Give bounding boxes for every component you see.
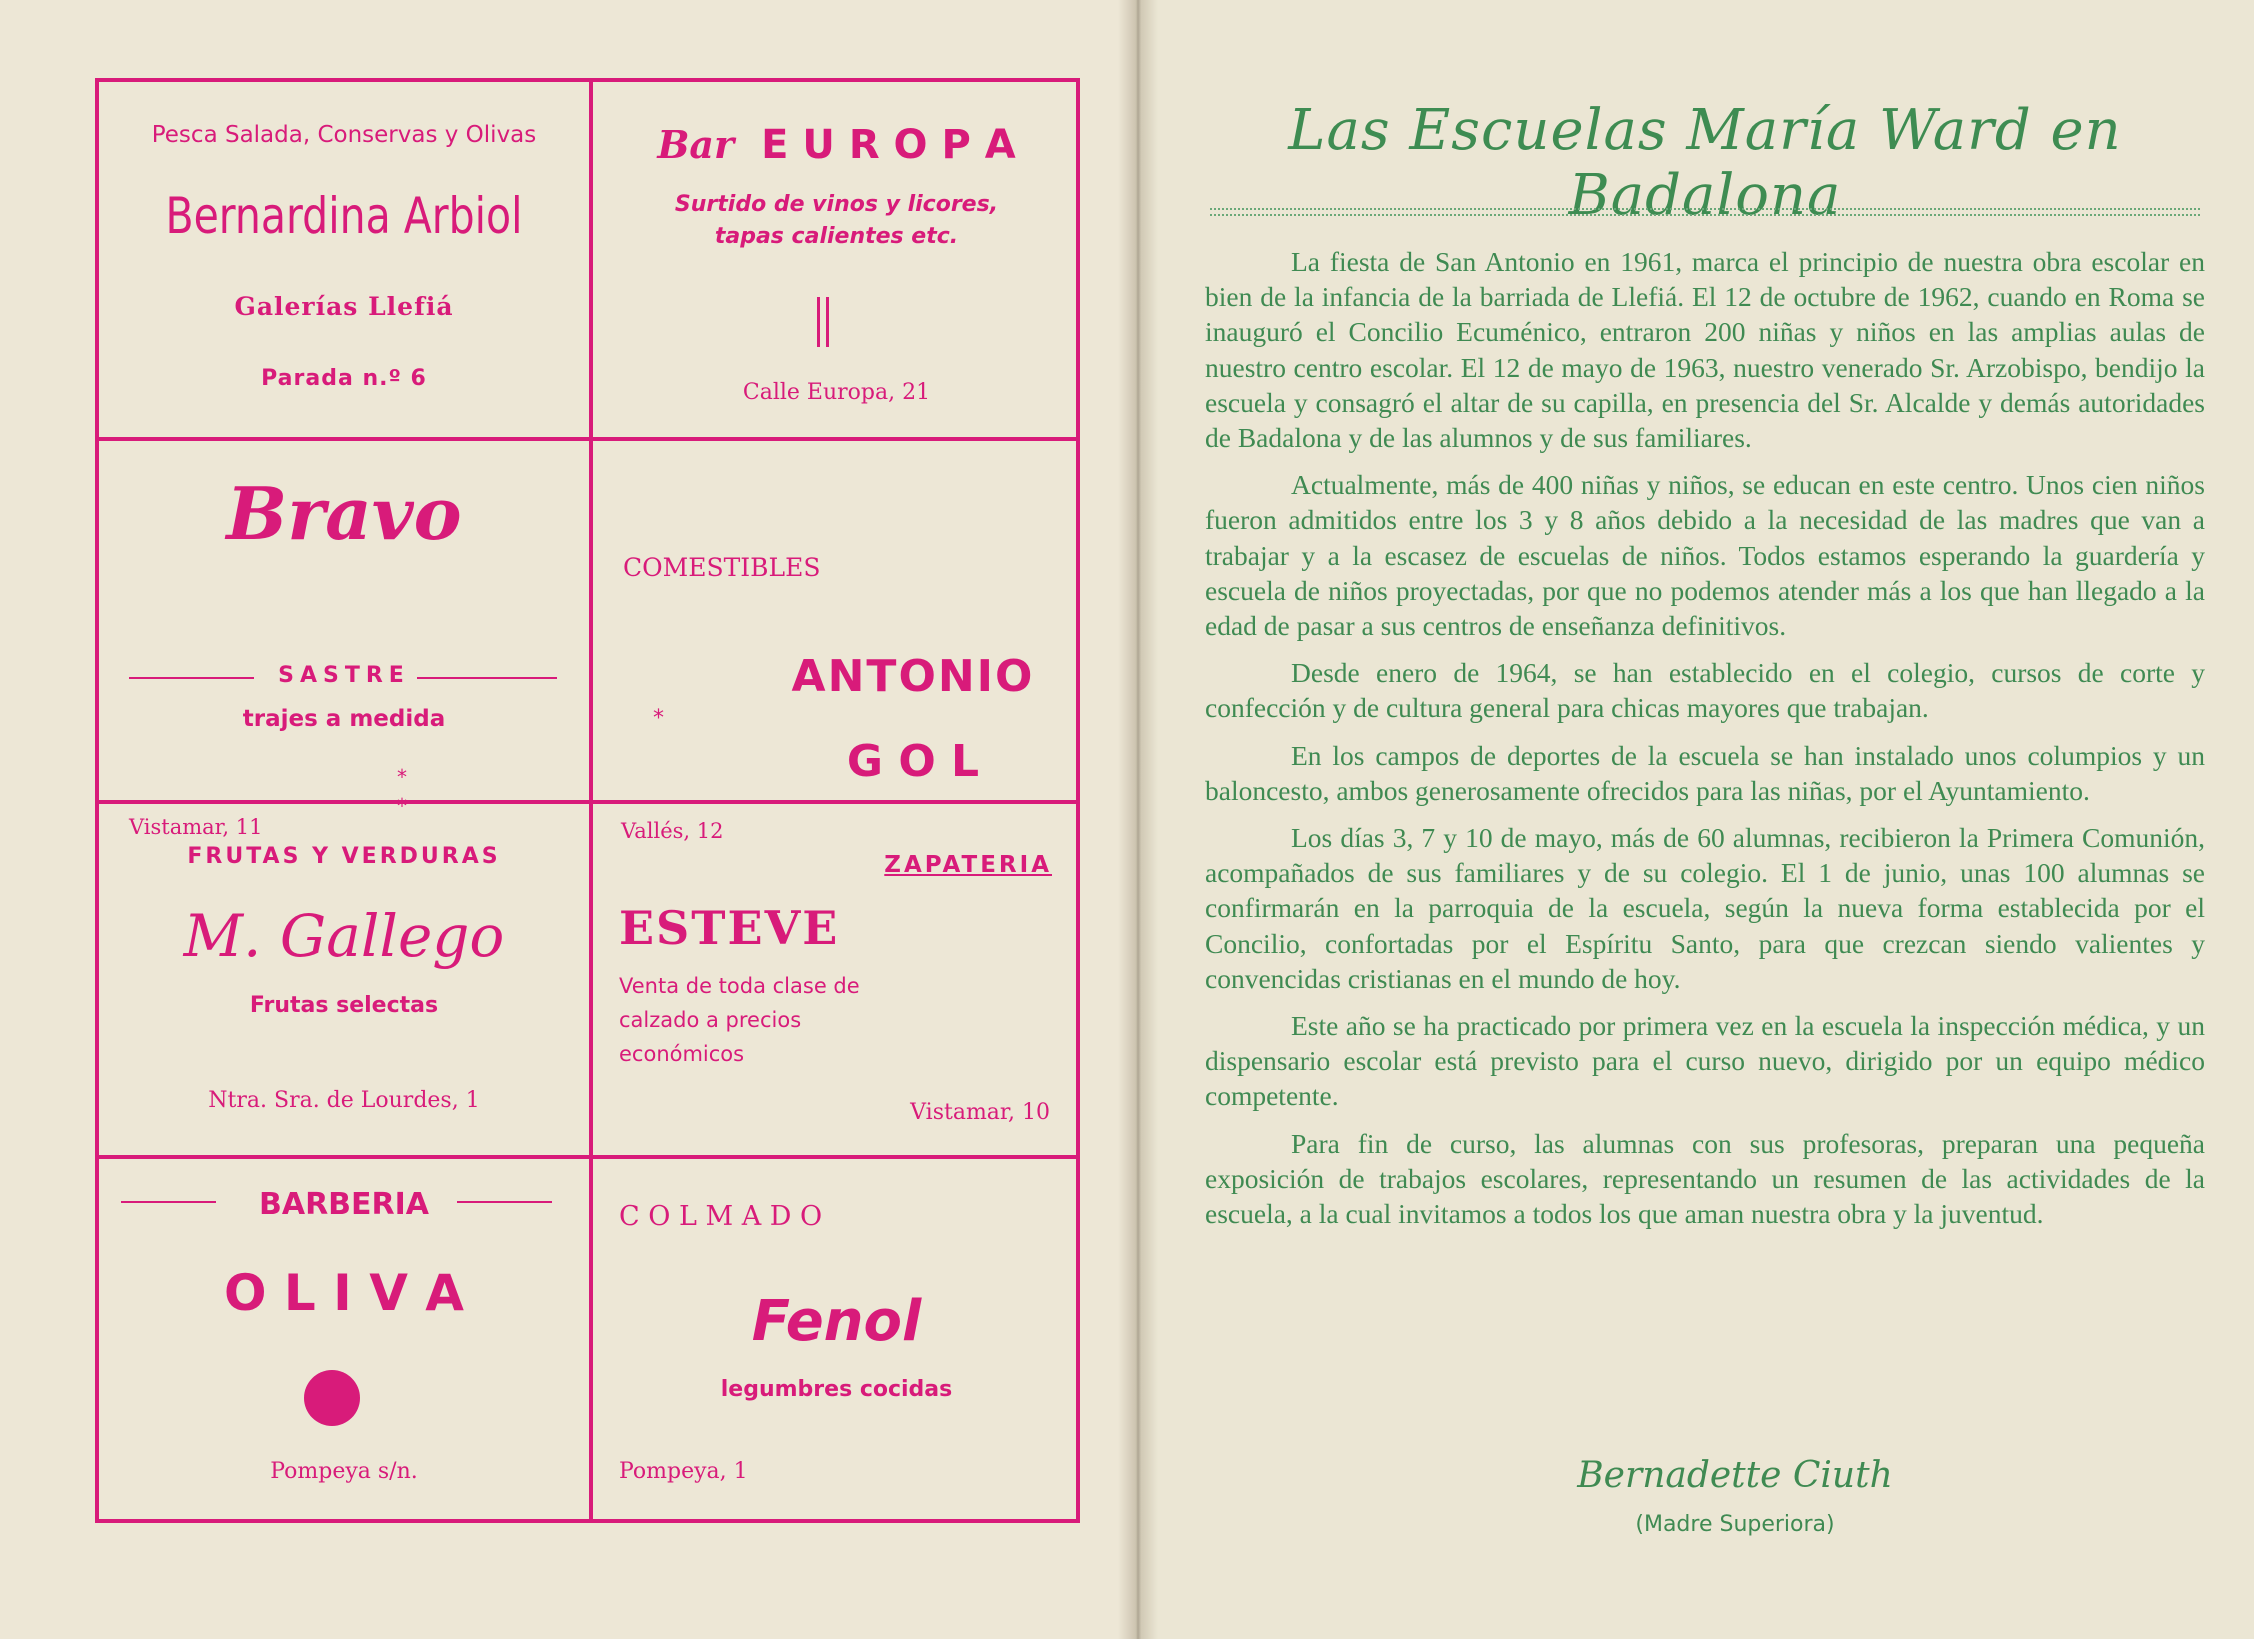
ad-business-name: ANTONIO [791,651,1035,702]
ad-address: Vistamar, 10 [910,1100,1050,1125]
ad-address: Parada n.º 6 [261,366,427,391]
paragraph: Para fin de curso, las alumnas con sus profesoras, preparan una pequeña exposición de trabajos escolares, representando un resumen de las actividades de la escuela, a la cual invitamos a todos los que aman nuestra obra y la juventud. [1205,1127,2205,1230]
ad-header: FRUTAS Y VERDURAS [187,844,501,869]
ad-tagline: Surtido de vinos y licores, [674,192,999,217]
ad-business-name: Bernardina Arbiol [165,187,523,245]
ad-header: ZAPATERIA [884,852,1052,878]
ad-header: C O L M A D O [619,1201,823,1232]
ad-business-name: G O L [846,736,980,787]
ad-tagline: económicos [619,1042,745,1066]
ad-tagline: tapas calientes etc. [714,224,959,249]
title-rule [1210,214,2200,216]
star-ornament-icon: * [653,706,664,731]
paragraph: Desde enero de 1964, se han establecido en el colegio, cursos de corte y confección y de cultura general para chicas mayores que trabajan. [1205,657,2205,724]
ad-address: Vallés, 12 [621,819,724,843]
ad-title-row [593,122,1080,168]
ad-prefix: Bar [657,122,735,167]
paragraph: La fiesta de San Antonio en 1961, marca el principio de nuestra obra escolar en bien de la infancia de la barriada de Llefiá. El 12 de octubre de 1962, cuando en Roma se inauguró el Concilio Ecuménico, entraron 200 niñas y niños en las amplias aulas de nuestro centro escolar. El 12 de mayo de 1963, nuestro venerado Sr. Arzobispo, bendijo la escuela y consagró el altar de su capilla, en presencia del Sr. Alcalde y demás autoridades de Badalona y de las alumnos y de sus familiares. [1205,246,2205,454]
book-gutter-shadow [1118,0,1158,1639]
ad-address: Pompeya s/n. [270,1459,418,1484]
signature-role: (Madre Superiora) [1635,1512,1835,1537]
ad-header: COMESTIBLES [623,553,821,582]
ad-business-name: Bravo [226,471,462,556]
ad-location: Galerías Llefiá [234,292,454,321]
paragraph: Actualmente, más de 400 niñas y niños, se educan en este centro. Unos cien niños fueron admitidos entre los 3 y 8 años debido a la necesidad de las madres que van a trabajar y a la escasez de escuelas de niños. Todos estamos esperando la guardería y escuela de niños proyectadas, por que no podemos atender más a los que han llegado a la edad de pasar a sus centros de enseñanza definitivos. [1205,469,2205,642]
ad-address: Calle Europa, 21 [742,380,931,405]
ad-trade: SASTRE [278,663,410,688]
ad-antonio-gol [593,441,1080,843]
ad-bernardina-arbiol [99,82,589,437]
paragraph: Este año se ha practicado por primera vez en la escuela la inspección médica, y un dispensario escolar está previsto para el curso nuevo, dirigido por un equipo médico competente. [1205,1010,2205,1112]
right-page [1135,0,2254,1639]
star-ornament-icon: * [397,794,407,818]
ad-m-gallego [99,804,589,1155]
ad-fenol-colmado [593,1159,1080,1523]
ad-barberia-oliva [99,1159,589,1523]
divider-line [417,677,557,679]
ad-business-name: M. Gallego [183,902,505,970]
ad-business-name: ESTEVE [619,901,840,955]
dot-ornament-icon [304,1370,360,1426]
signature: Bernadette Ciuth [1577,1455,1893,1496]
ad-header: Pesca Salada, Conservas y Olivas [151,122,537,148]
paragraph: Los días 3, 7 y 10 de mayo, más de 60 alumnas, recibieron la Primera Comunión, acompañados de sus familiares y de su colegio. El 1 de junio, unas 100 alumnas se confirmarán en la parroquia de la escuela, según la nueva forma establecida por el Concilio, confortadas por el Espíritu Santo, para que crezcan siendo valientes y convencidas cristianas en el mundo de hoy. [1205,822,2205,994]
ad-address: Pompeya, 1 [619,1459,748,1484]
ad-business-name: E U R O P A [761,122,1016,168]
ad-header: BARBERIA [258,1187,430,1222]
ornament-bar [826,297,829,347]
ad-tagline: trajes a medida [242,706,446,732]
ornament-bar [817,297,820,347]
article-title: Las Escuelas María Ward en Badalona [1288,98,2122,228]
ad-esteve-zapateria [593,804,1080,1155]
ad-tagline: legumbres cocidas [720,1377,953,1402]
ad-tagline: Frutas selectas [249,993,439,1018]
ad-bravo-sastre [99,441,589,839]
ad-business-name: O L I V A [224,1264,464,1322]
article-body [1205,244,2205,1243]
divider-line [457,1201,552,1203]
paragraph: En los campos de deportes de la escuela se han instalado unos columpios y un baloncesto, ambos generosamente ofrecidos para las niñas, por el Ayuntamiento. [1205,739,2205,806]
ad-address: Vistamar, 11 [129,815,263,839]
title-rule [1210,208,2200,210]
ad-business-name: Fenol [751,1289,922,1354]
ad-tagline: calzado a precios [619,1008,802,1032]
ad-bar-europa [593,82,1080,437]
star-ornament-icon: * [397,765,407,789]
ad-tagline: Venta de toda clase de [619,974,860,998]
ads-grid [95,78,1080,1523]
ad-address: Ntra. Sra. de Lourdes, 1 [208,1088,480,1113]
